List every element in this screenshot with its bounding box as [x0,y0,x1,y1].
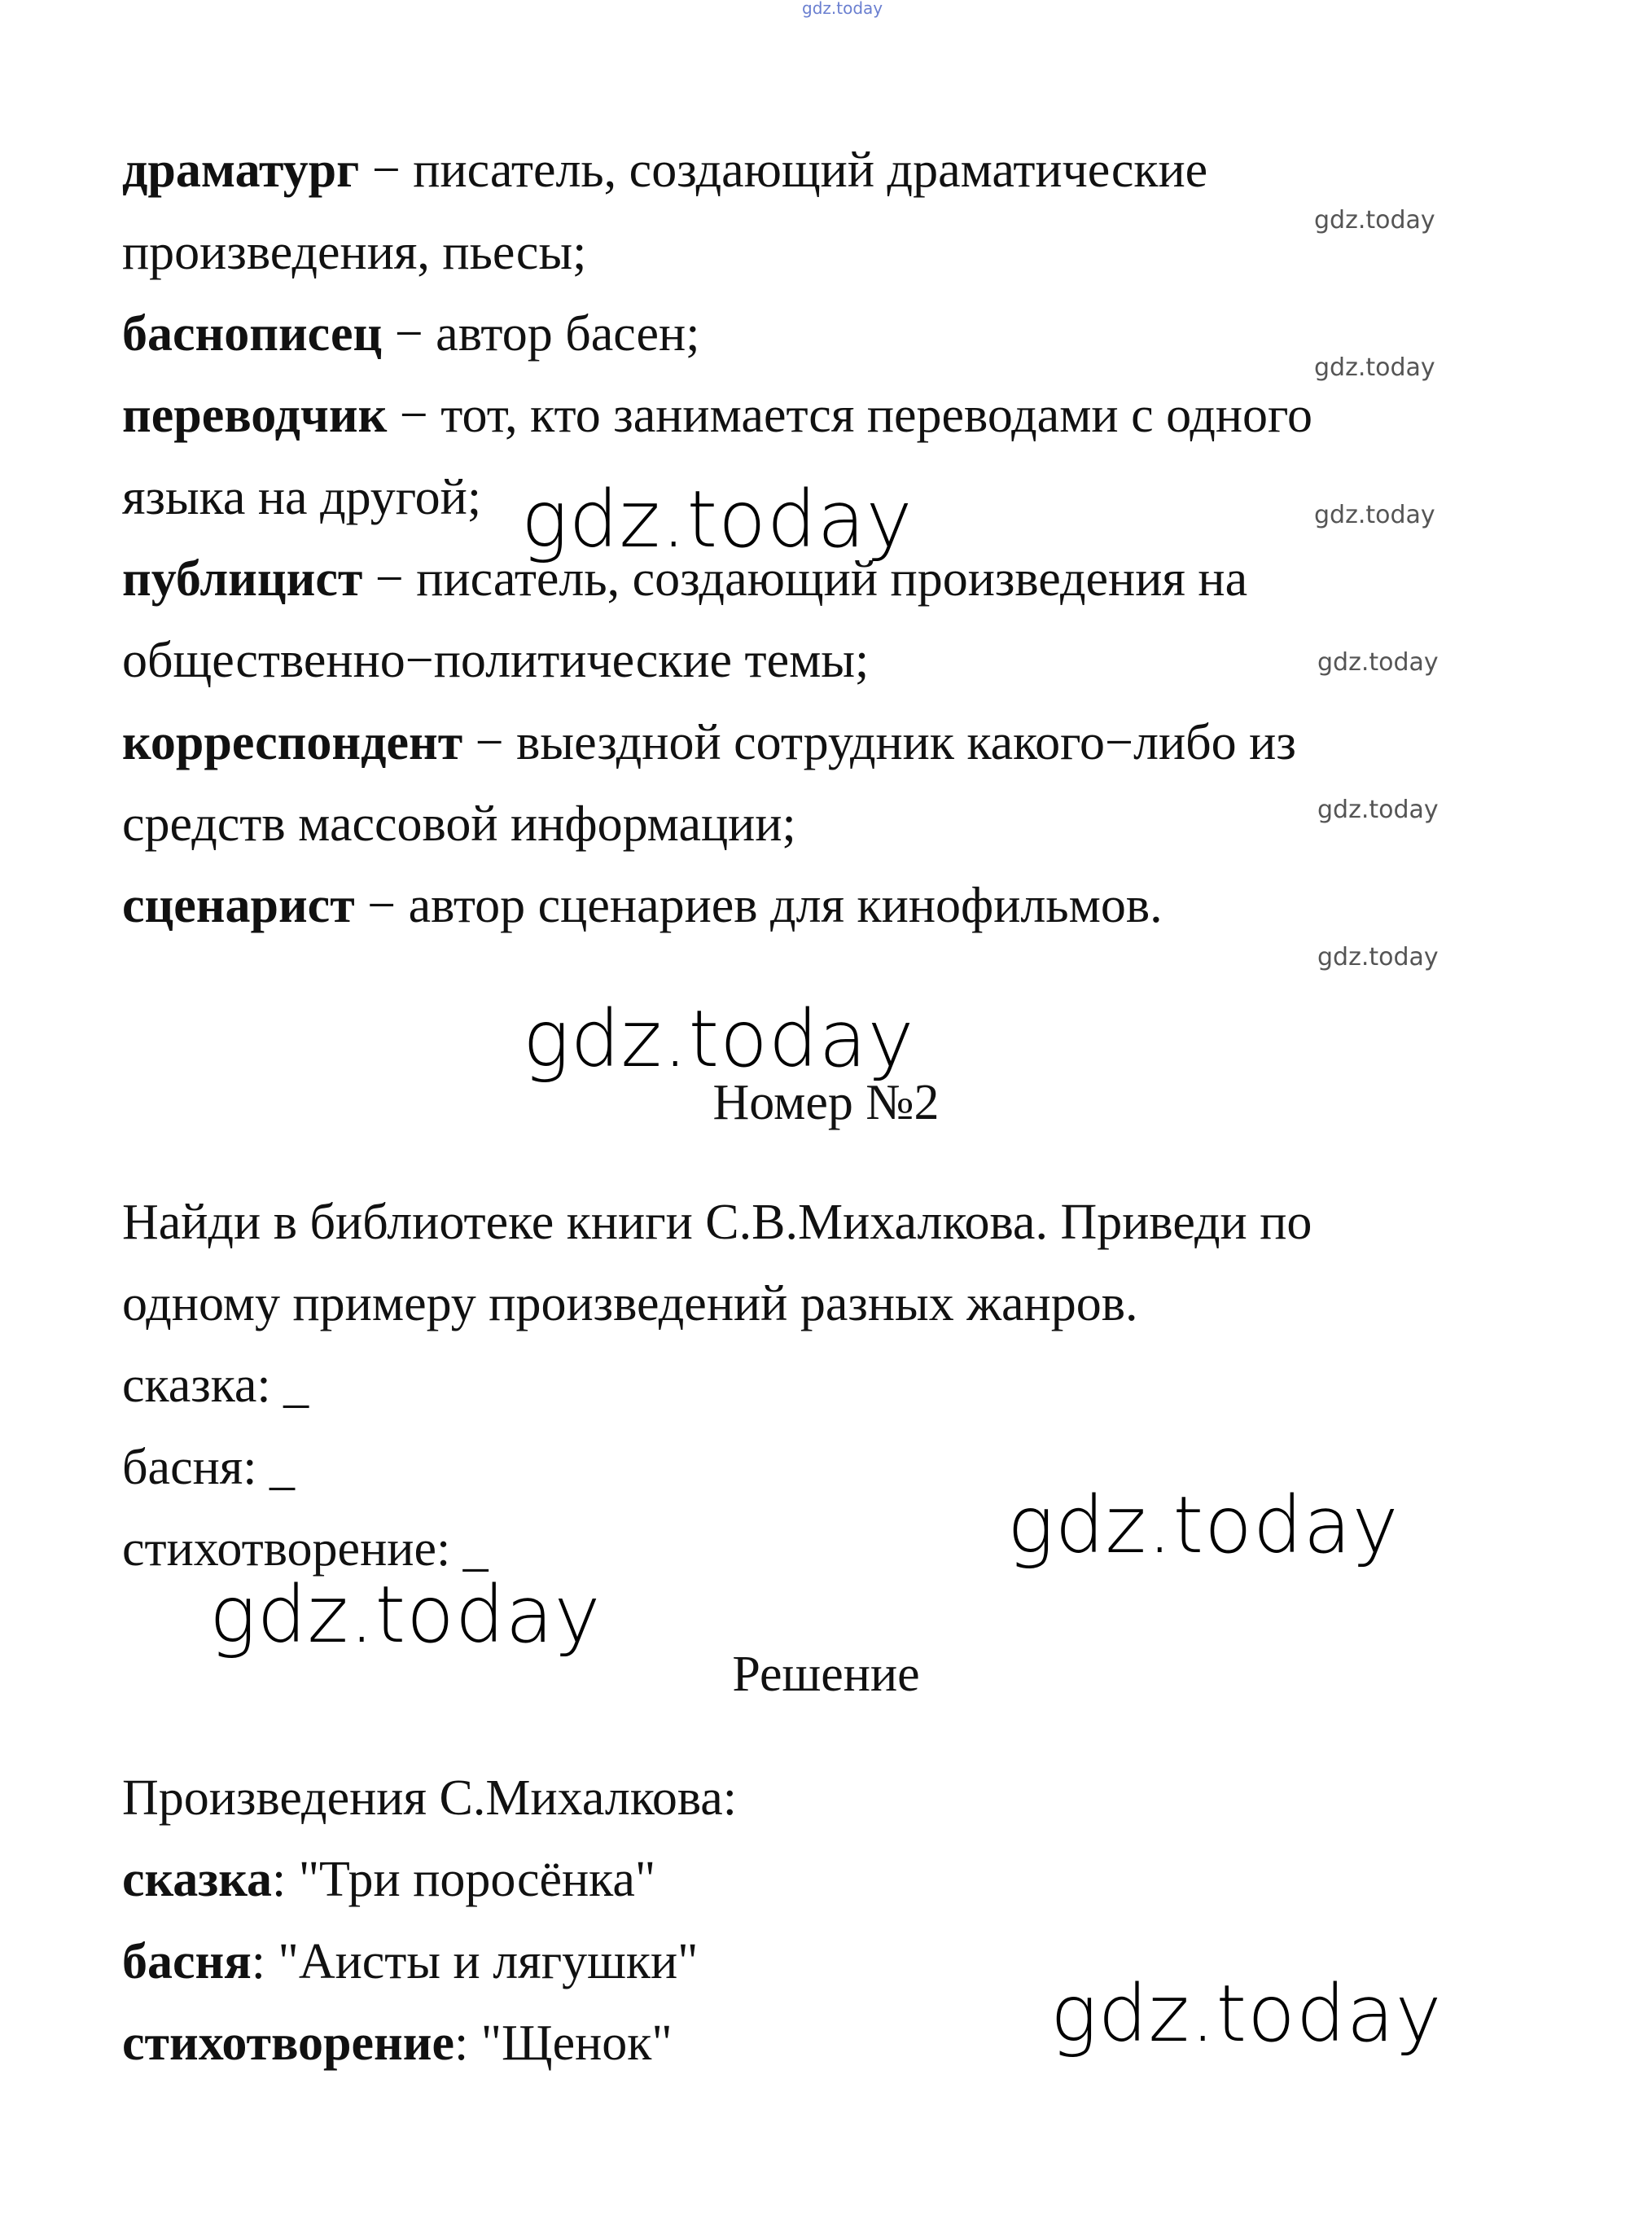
solution-term: стихотворение [122,2015,454,2071]
solution-text: : "Щенок" [454,2015,673,2071]
definition-text: языка на другой; [122,470,482,525]
definition-line: драматург − писатель, создающий драматические [122,143,1208,198]
definition-text: писатель, создающий драматические [413,143,1208,198]
definition-line: баснописец − автор басен; [122,306,700,362]
definition-term: переводчик [122,388,388,443]
watermark-large: gdz.today [523,993,915,1085]
watermark-small: gdz.today [1317,943,1439,972]
solution-term: сказка [122,1852,273,1907]
solution-item [122,2015,673,2071]
definition-text: произведения, пьесы; [122,225,587,280]
task-blank-poem: стихотворение: _ [122,1521,489,1577]
watermark-small: gdz.today [1314,501,1435,529]
solution-item [122,1854,655,1905]
definition-text: писатель, создающий произведения на [416,551,1248,607]
watermark-large: gdz.today [521,474,914,565]
definition-line: переводчик − тот, кто занимается переводами с одного [122,388,1312,443]
solution-heading: Решение [732,1647,920,1702]
task-blank-fairytale: сказка: _ [122,1358,309,1413]
solution-item [122,1936,698,1987]
watermark-small: gdz.today [1317,796,1439,824]
definition-text: автор сценариев для кинофильмов. [408,878,1163,933]
task-text: Найди в библиотеке книги С.В.Михалкова. Приведи по [122,1195,1312,1250]
watermark-top: gdz.today [802,0,883,18]
definition-term: сценарист [122,878,355,933]
definition-term: корреспондент [122,715,463,770]
task-blank-fable: басня: _ [122,1440,296,1495]
definition-line [122,796,796,852]
watermark-small: gdz.today [1314,353,1435,382]
solution-text: : "Аисты и лягушки" [251,1934,699,1989]
task-text: одному примеру произведений разных жанров. [122,1276,1138,1331]
watermark-large: gdz.today [209,1569,602,1660]
definition-line: корреспондент − выездной сотрудник какого−либо из [122,715,1296,770]
definition-line [122,472,481,523]
definition-text: средств массовой информации; [122,796,796,852]
definition-text: общественно−политические темы; [122,633,870,688]
watermark-large: gdz.today [1050,1968,1443,2059]
definition-term: драматург [122,143,360,198]
definition-line [122,635,869,686]
watermark-small: gdz.today [1317,648,1439,677]
definition-text: выездной сотрудник какого−либо из [516,715,1296,770]
definition-line: публицист − писатель, создающий произведения на [122,551,1248,607]
definition-text: тот, кто занимается переводами с одного [440,388,1312,443]
definition-text: автор басен; [436,306,700,362]
solution-intro: Произведения С.Михалкова: [122,1770,738,1826]
watermark-large: gdz.today [1007,1480,1400,1571]
watermark-small: gdz.today [1314,206,1435,235]
definition-line: сценарист − автор сценариев для кинофильмов. [122,878,1163,933]
definition-term: публицист [122,551,363,607]
definition-term: баснописец [122,306,383,362]
solution-term: басня [122,1934,252,1989]
definition-line [122,227,586,278]
task-heading: Номер №2 [712,1075,940,1130]
solution-text: : "Три поросёнка" [272,1852,656,1907]
